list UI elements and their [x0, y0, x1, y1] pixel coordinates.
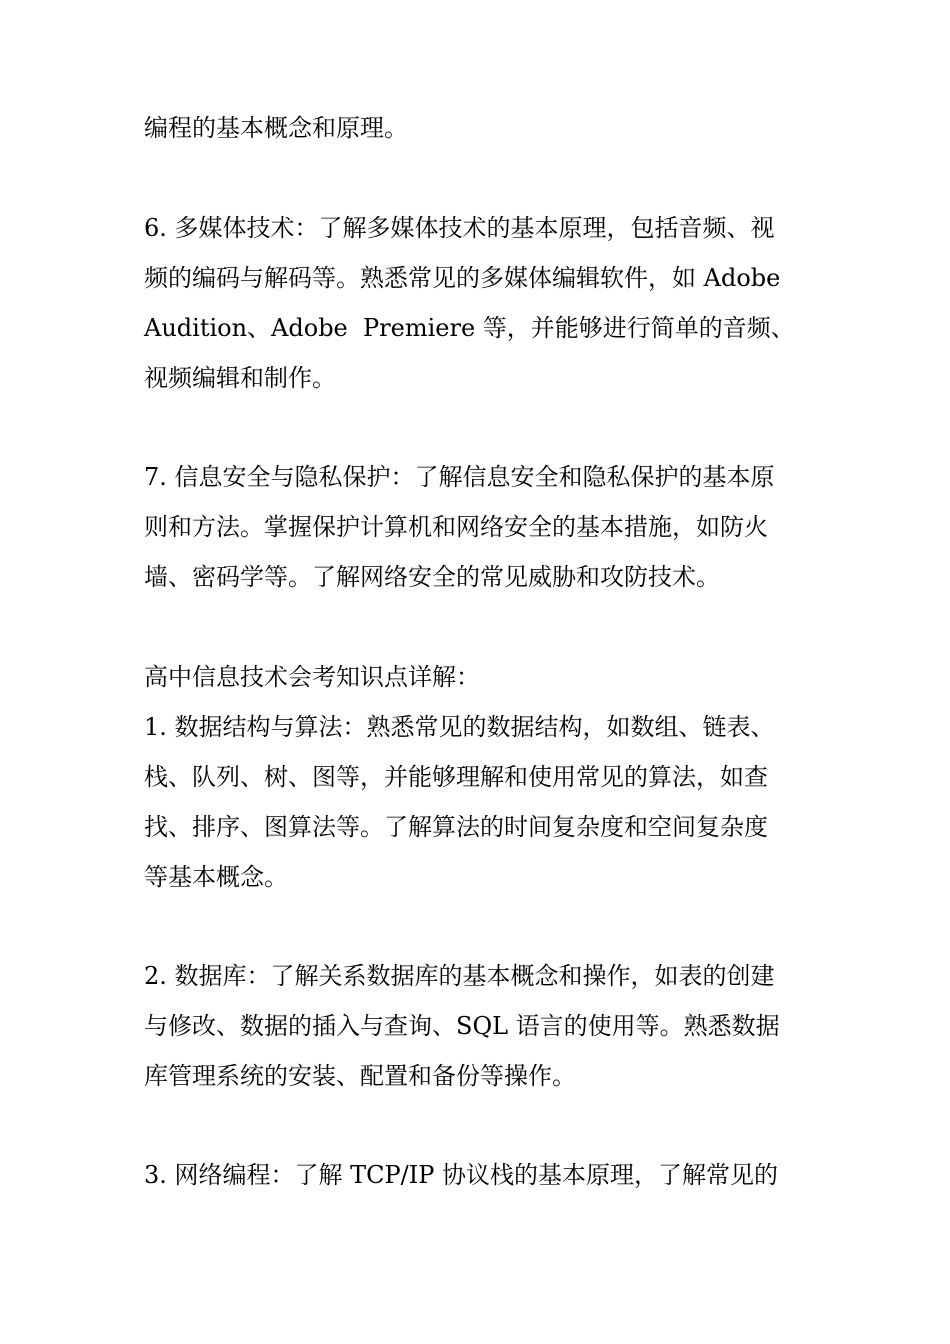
- text-line: 库管理系统的安装、配置和备份等操作。: [144, 1062, 576, 1090]
- text-line: 则和方法。掌握保护计算机和网络安全的基本措施，如防火: [144, 513, 768, 541]
- text-line: 6. 多媒体技术：了解多媒体技术的基本原理，包括音频、视: [144, 214, 775, 242]
- text-line: 等基本概念。: [144, 863, 288, 891]
- text-line: 7. 信息安全与隐私保护：了解信息安全和隐私保护的基本原: [144, 463, 775, 491]
- text-line: 找、排序、图算法等。了解算法的时间复杂度和空间复杂度: [144, 813, 768, 841]
- section-heading: 高中信息技术会考知识点详解：: [144, 663, 480, 691]
- text-line: Audition、Adobe Premiere 等，并能够进行简单的音频、: [144, 314, 795, 342]
- text-line: 视频编辑和制作。: [144, 364, 336, 392]
- text-line: 1. 数据结构与算法：熟悉常见的数据结构，如数组、链表、: [144, 713, 775, 741]
- text-line: 2. 数据库：了解关系数据库的基本概念和操作，如表的创建: [144, 962, 775, 990]
- text-line: 频的编码与解码等。熟悉常见的多媒体编辑软件，如 Adobe: [144, 264, 781, 292]
- text-line: 墙、密码学等。了解网络安全的常见威胁和攻防技术。: [144, 563, 720, 591]
- text-line: 与修改、数据的插入与查询、SQL 语言的使用等。熟悉数据: [144, 1012, 780, 1040]
- text-line: 3. 网络编程：了解 TCP/IP 协议栈的基本原理，了解常见的: [144, 1161, 779, 1189]
- text-line: 栈、队列、树、图等，并能够理解和使用常见的算法，如查: [144, 763, 768, 791]
- text-line: 编程的基本概念和原理。: [144, 114, 408, 142]
